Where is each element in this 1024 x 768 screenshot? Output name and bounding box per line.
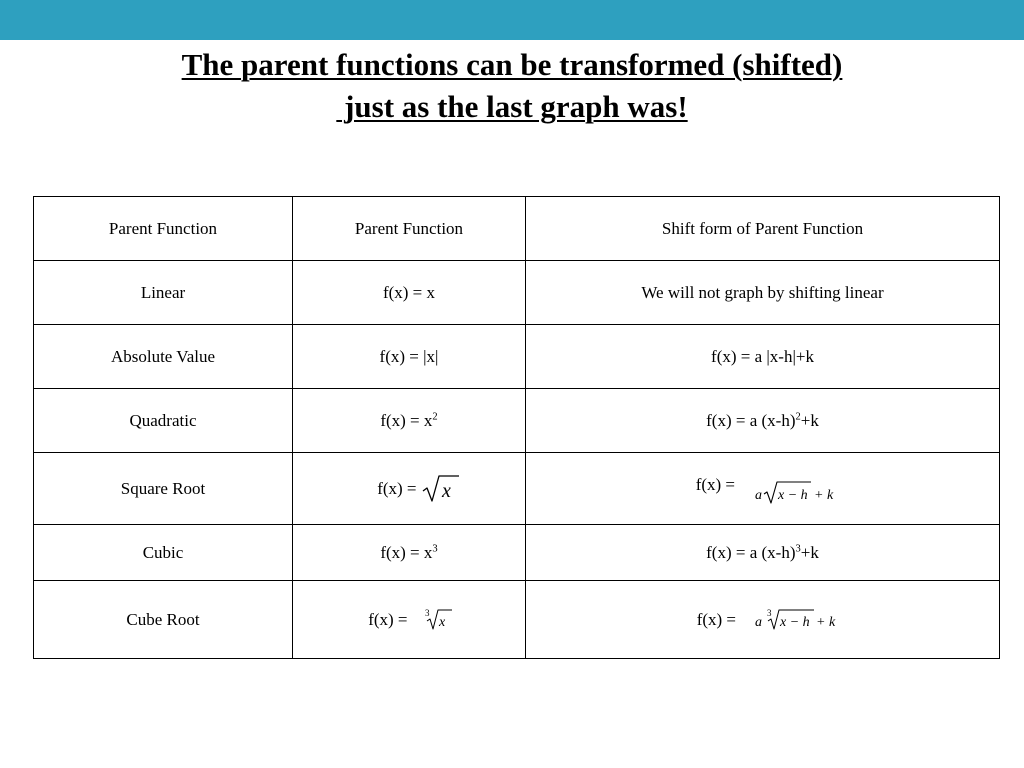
table-row xyxy=(34,389,1000,453)
table-row xyxy=(34,325,1000,389)
shift-form-label: f(x) = xyxy=(696,609,737,629)
shift-form-base: f(x) = a (x-h) xyxy=(706,410,796,430)
radicand: x − h xyxy=(780,614,810,630)
shift-k: + k xyxy=(814,487,834,503)
shift-form-label: f(x) = xyxy=(695,474,736,494)
square-root-x xyxy=(421,473,461,505)
header-cell: Parent Function xyxy=(293,197,526,261)
exponent: 2 xyxy=(795,410,801,422)
parent-function-cell xyxy=(293,525,526,581)
shift-form-tail: +k xyxy=(800,410,819,430)
exponent: 3 xyxy=(795,542,801,554)
header-cell: Parent Function xyxy=(34,197,293,261)
table-row xyxy=(34,525,1000,581)
function-name-cell: Cubic xyxy=(34,525,293,581)
shift-k: + k xyxy=(816,614,836,630)
parent-function-cell xyxy=(293,389,526,453)
table-header-row xyxy=(34,197,1000,261)
coefficient-a: a xyxy=(755,614,763,630)
title-line-1: The parent functions can be transformed (shifted) xyxy=(181,47,843,82)
root-index: 3 xyxy=(767,607,772,618)
table-row xyxy=(34,453,1000,525)
parent-function-label: f(x) = xyxy=(377,478,417,498)
parent-function-cell: f(x) = x xyxy=(293,261,526,325)
function-name-cell: Quadratic xyxy=(34,389,293,453)
function-name-cell: Square Root xyxy=(34,453,293,525)
shift-form-cell xyxy=(526,453,1000,525)
shift-form-cell: f(x) = a |x-h|+k xyxy=(526,325,1000,389)
shift-form-tail: +k xyxy=(800,542,819,562)
parent-function-cell xyxy=(293,453,526,525)
radicand: x xyxy=(438,614,445,630)
shift-form-cell xyxy=(526,525,1000,581)
shift-form-base: f(x) = a (x-h) xyxy=(706,542,796,562)
parent-function-label: f(x) = xyxy=(368,609,408,629)
table-row xyxy=(34,261,1000,325)
table-row xyxy=(34,581,1000,659)
shifted-cube-root xyxy=(754,607,844,633)
parent-functions-table xyxy=(33,196,1000,659)
cube-root-x xyxy=(424,607,454,633)
parent-function-base: f(x) = x xyxy=(380,542,433,562)
parent-function-cell xyxy=(293,581,526,659)
exponent: 2 xyxy=(432,410,438,422)
function-name-cell: Linear xyxy=(34,261,293,325)
slide-title xyxy=(0,44,1024,128)
header-cell: Shift form of Parent Function xyxy=(526,197,1000,261)
shift-form-cell xyxy=(526,389,1000,453)
coefficient-a: a xyxy=(755,487,763,503)
title-line-2: just as the last graph was! xyxy=(336,89,688,124)
shifted-square-root xyxy=(753,479,845,507)
parent-function-base: f(x) = x xyxy=(380,410,433,430)
shift-form-cell: We will not graph by shifting linear xyxy=(526,261,1000,325)
radicand: x xyxy=(441,479,451,502)
function-name-cell: Cube Root xyxy=(34,581,293,659)
exponent: 3 xyxy=(432,542,438,554)
top-accent-bar xyxy=(0,0,1024,40)
shift-form-cell xyxy=(526,581,1000,659)
radicand: x − h xyxy=(778,487,808,503)
function-name-cell: Absolute Value xyxy=(34,325,293,389)
root-index: 3 xyxy=(424,607,430,618)
parent-function-cell: f(x) = |x| xyxy=(293,325,526,389)
